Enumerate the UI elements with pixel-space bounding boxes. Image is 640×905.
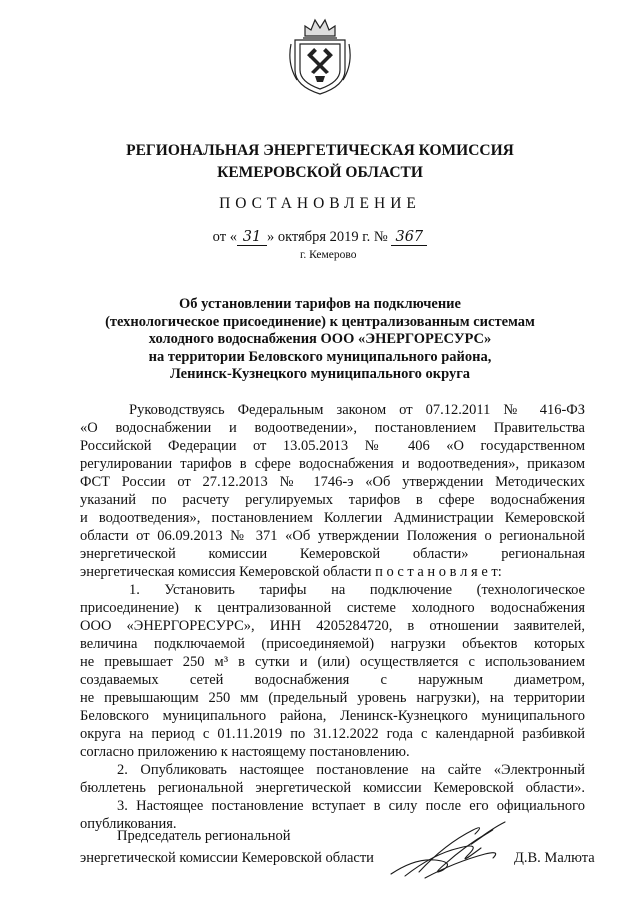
body-line: округа на период с 01.11.2019 по 31.12.2022 года с календарной разбивкой [80, 726, 585, 742]
title-line: холодного водоснабжения ООО «ЭНЕРГОРЕСУРС» [148, 331, 492, 347]
body-line: указаний по расчету регулируемых тарифов в сфере водоснабжения [80, 492, 585, 508]
body-line: Российской Федерации от 13.05.2013 № 406 «О государственном [80, 438, 585, 454]
body-line: ФСТ России от 27.12.2013 № 1746-э «Об утверждении Методических [80, 474, 585, 490]
date-day: 31 [237, 229, 267, 246]
date-line [0, 229, 640, 246]
body-line: Беловского муниципального района, Ленинск-Кузнецкого муниципального [80, 708, 585, 724]
date-prefix: от « [212, 229, 237, 245]
document-type: ПОСТАНОВЛЕНИЕ [219, 195, 421, 212]
handwritten-signature [385, 818, 510, 880]
body-line: бюллетень региональной энергетической комиссии Кемеровской области». [80, 780, 585, 796]
body-line: не превышающим 250 мм (предельный уровень нагрузки), на территории [80, 690, 585, 706]
body-line: области от 06.09.2013 № 371 «Об утверждении Положения о региональной [80, 528, 585, 544]
organization-name-line1: РЕГИОНАЛЬНАЯ ЭНЕРГЕТИЧЕСКАЯ КОМИССИЯ [126, 142, 514, 159]
body-line: 1. Установить тарифы на подключение (технологическое [129, 582, 585, 598]
body-line: регулировании тарифов в сфере водоснабжения и водоотведения», приказом [80, 456, 585, 472]
body-line: Руководствуясь Федеральным законом от 07.12.2011 № 416-ФЗ [129, 402, 585, 418]
date-middle: » октября 2019 г. № [266, 229, 388, 245]
body-line: создаваемых сетей водоснабжения с наружным диаметром, [80, 672, 585, 688]
document-number: 367 [391, 229, 427, 246]
signer-position-line1: Председатель региональной [117, 828, 291, 844]
title-line: (технологическое присоединение) к централизованным системам [105, 313, 535, 330]
title-line: на территории Беловского муниципального района, [148, 348, 492, 365]
body-line: энергетической комиссии Кемеровской области» региональная [80, 546, 585, 562]
title-line: Ленинск-Кузнецкого муниципального округа [169, 366, 471, 382]
body-line: присоединение) к централизованной системе холодного водоснабжения [80, 600, 585, 616]
body-line: «О водоснабжении и водоотведении», постановлением Правительства [80, 420, 585, 436]
coat-of-arms-emblem [289, 14, 351, 96]
body-line: величина подключаемой (присоединяемой) нагрузки объектов которых [80, 636, 585, 652]
organization-name-line2: КЕМЕРОВСКОЙ ОБЛАСТИ [217, 164, 423, 181]
body-line: энергетическая комиссия Кемеровской области п о с т а н о в л я е т: [80, 564, 502, 580]
title-line: Об установлении тарифов на подключение [179, 296, 461, 312]
body-line: опубликования. [80, 816, 177, 832]
city: г. Кемерово [300, 249, 357, 261]
body-line: и водоотведения», постановлением Коллегии Администрации Кемеровской [80, 510, 585, 526]
signer-name: Д.В. Малюта [514, 850, 595, 866]
body-line: согласно приложению к настоящему постановлению. [80, 744, 410, 760]
body-line: ООО «ЭНЕРГОРЕСУРС», ИНН 4205284720, в отношении заявителей, [80, 618, 585, 634]
signer-position-line2: энергетической комиссии Кемеровской области [80, 850, 374, 866]
body-line: не превышает 250 м³ в сутки и (или) осуществляется с использованием [80, 654, 585, 670]
body-line: 3. Настоящее постановление вступает в силу после его официального [117, 798, 585, 814]
body-line: 2. Опубликовать настоящее постановление на сайте «Электронный [117, 762, 585, 778]
